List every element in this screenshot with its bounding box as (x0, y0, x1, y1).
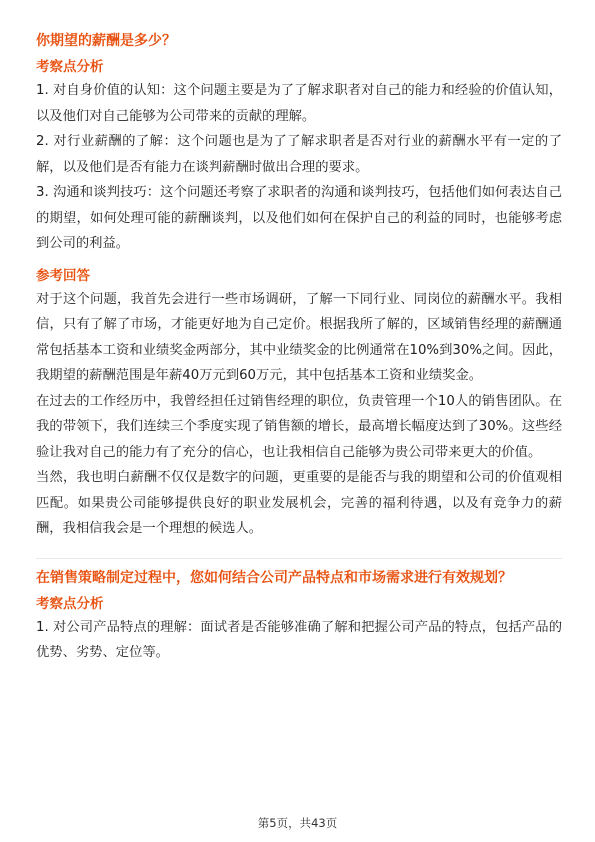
q2-analysis-heading: 考察点分析 (36, 595, 104, 612)
page-number: 第5页，共43页 (257, 816, 338, 830)
q1-answer-paragraph-3: 当然，我也明白薪酬不仅仅是数字的问题，更重要的是能否与我的期望和公司的价值观相匹配。如果贵公司能够提供良好的职业发展机会，完善的福利待遇，以及有竞争力的薪酬，我相信我会是一个理想的候选人。 (36, 470, 562, 536)
q2-point-1: 1. 对公司产品特点的理解：面试者是否能够准确了解和把握公司产品的特点，包括产品的优势、劣势、定位等。 (36, 619, 562, 660)
q1-answer-paragraph-2: 在过去的工作经历中，我曾经担任过销售经理的职位，负责管理一个10人的销售团队。在我的带领下，我们连续三个季度实现了销售额的增长，最高增长幅度达到了30%。这些经验让我对自己的能力有了充分的信心，也让我相信自己能够为贵公司带来更大的价值。 (36, 393, 562, 460)
question-2-title: 在销售策略制定过程中，您如何结合公司产品特点和市场需求进行有效规划？ (36, 569, 512, 586)
q1-point-1: 1. 对自身价值的认知：这个问题主要是为了了解求职者对自己的能力和经验的价值认知，以及他们对自己能够为公司带来的贡献的理解。 (36, 83, 562, 124)
q1-point-3: 3. 沟通和谈判技巧：这个问题还考察了求职者的沟通和谈判技巧，包括他们如何表达自己的期望，如何处理可能的薪酬谈判，以及他们如何在保护自己的利益的同时，也能够考虑到公司的利益。 (36, 185, 562, 251)
q1-point-2: 2. 对行业薪酬的了解：这个问题也是为了了解求职者是否对行业的薪酬水平有一定的了解，以及他们是否有能力在谈判薪酬时做出合理的要求。 (36, 134, 562, 175)
section-divider (36, 558, 562, 559)
document-page (36, 30, 562, 666)
q1-answer-paragraph-1: 对于这个问题，我首先会进行一些市场调研，了解一下同行业、同岗位的薪酬水平。我相信，只有了解了市场，才能更好地为自己定价。根据我所了解的，区域销售经理的薪酬通常包括基本工资和业绩奖金两部分，其中业绩奖金的比例通常在10%到30%之间。因此，我期望的薪酬范围是年薪40万元到60万元，其中包括基本工资和业绩奖金。 (36, 291, 562, 383)
q1-analysis-heading: 考察点分析 (36, 59, 104, 75)
question-1-title: 你期望的薪酬是多少？ (36, 33, 176, 49)
q1-answer-heading: 参考回答 (36, 267, 90, 284)
